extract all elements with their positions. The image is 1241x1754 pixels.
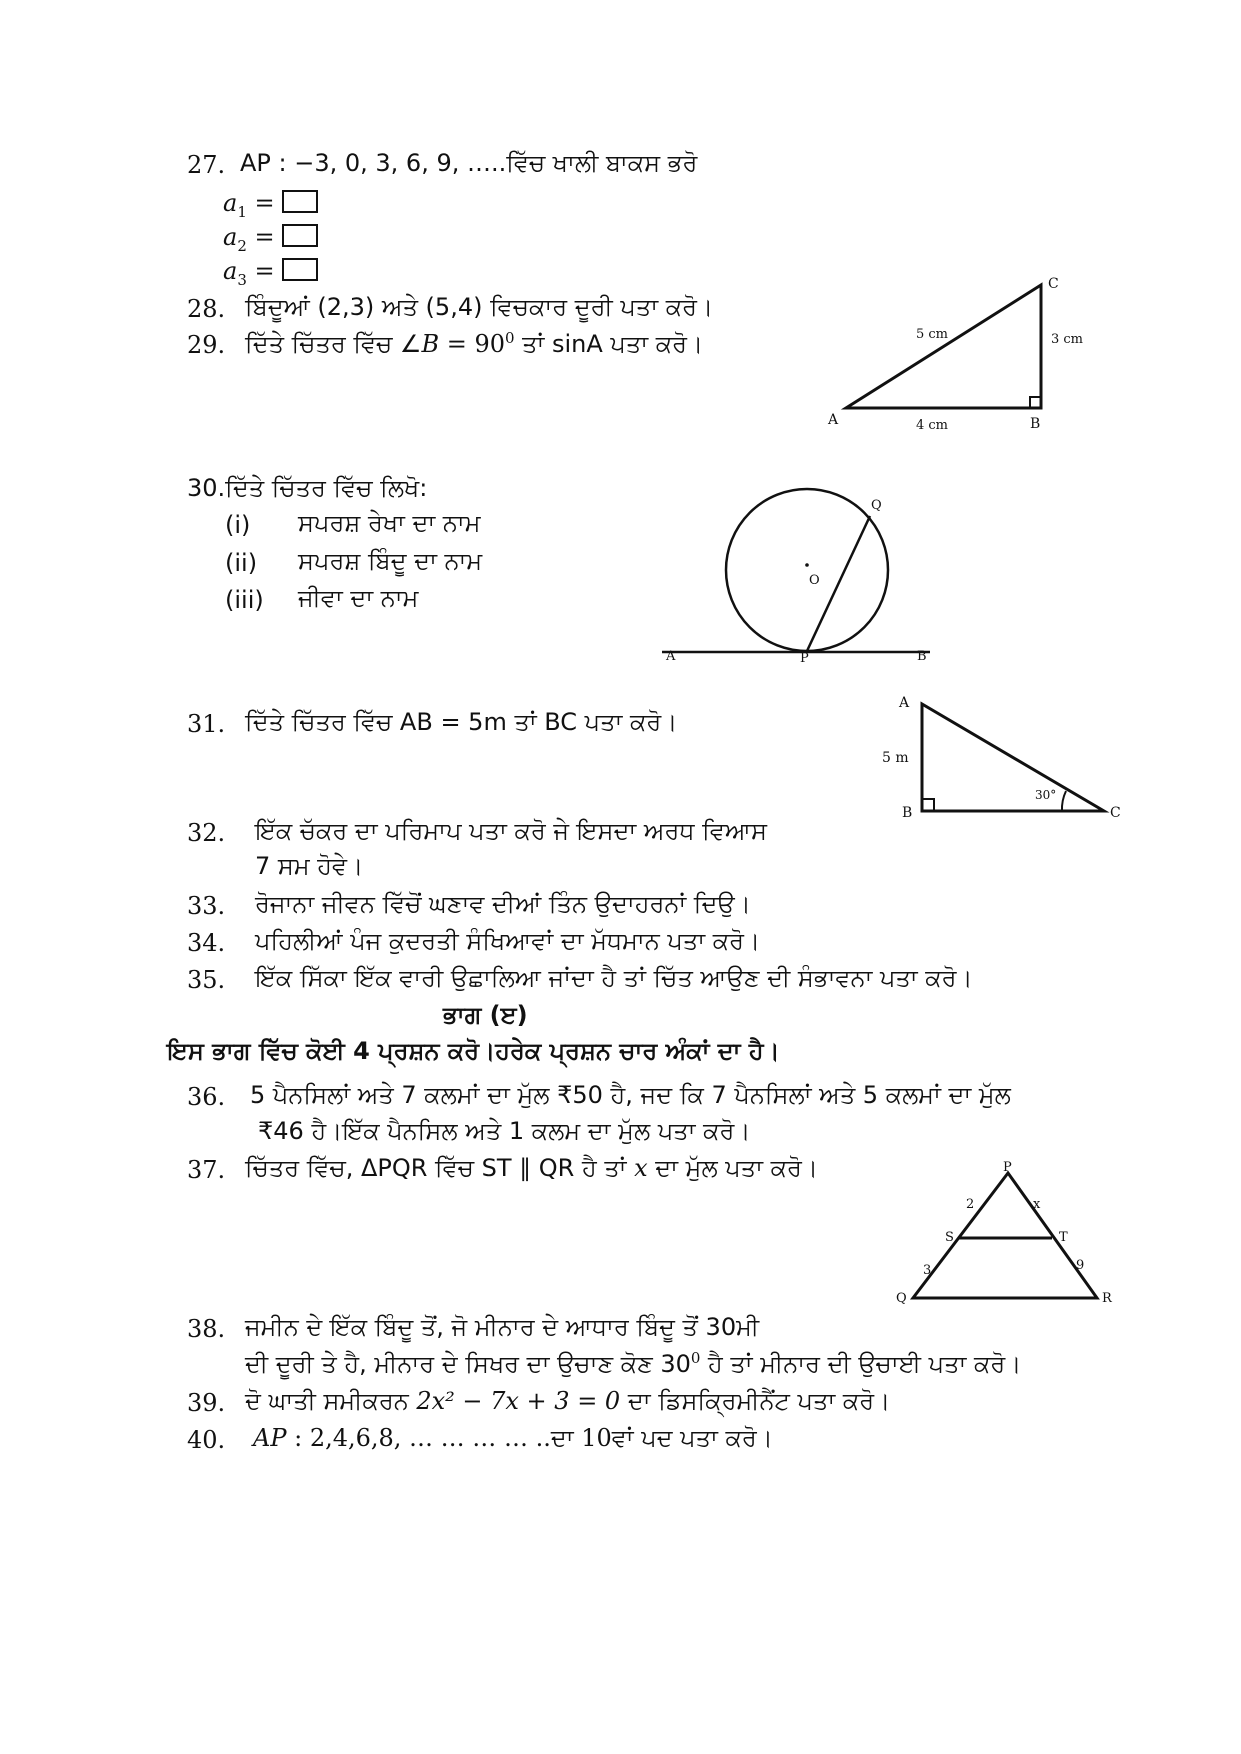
q37-text-b: ਦਾ ਮੁੱਲ ਪਤਾ ਕਰੋ। [647,1154,819,1182]
q38-line2-a: ਦੀ ਦੂਰੀ ਤੇ ਹੈ, ਮੀਨਾਰ ਦੇ ਸਿਖਰ ਦਾ ਉਚਾਣ ਕੋਣ 30 [245,1350,691,1378]
q27-var: a [223,257,238,285]
q37-label-tr: 9 [1076,1258,1085,1273]
q32-line2: 7 ਸਮ ਹੋਵੇ। [255,852,364,880]
q30-item-label: (iii) [225,586,264,614]
q40-text-a: : 2,4,6,8, … … … … ..ਦਾ 10ਵਾਂ ਪਦ ਪਤਾ ਕਰੋ। [286,1424,773,1452]
q31-label-angle: 30° [1035,788,1057,802]
q30-item-text: ਸਪਰਸ਼ ਬਿੰਦੂ ਦਾ ਨਾਮ [298,547,483,575]
q30-circle-figure [662,489,930,652]
q31-label-c: C [1110,805,1121,821]
q30-item-label: (ii) [225,549,258,577]
q37-label-s: S [945,1230,954,1245]
q29-text-a: ਦਿੱਤੇ ਚਿੱਤਰ ਵਿੱਚ ∠ [245,330,422,358]
q29-label-a: A [828,412,839,428]
q27-var: a [223,223,238,251]
q35-number: 35. [187,966,226,994]
q29-text-d: ਤਾਂ sinA ਪਤਾ ਕਰੋ। [514,330,704,358]
q39-text-a: ਦੋ ਘਾਤੀ ਸਮੀਕਰਨ [245,1387,417,1415]
q29-number: 29. [187,331,226,359]
q34-number: 34. [187,929,226,957]
q31-label-ab: 5 m [882,750,909,766]
q36-line1: 5 ਪੈਨਸਿਲਾਂ ਅਤੇ 7 ਕਲਮਾਂ ਦਾ ਮੁੱਲ ₹50 ਹੈ, ਜਦ ਕਿ 7 ਪੈਨਸਿਲਾਂ ਅਤੇ 5 ਕਲਮਾਂ ਦਾ ਮੁੱਲ [250,1081,1011,1109]
q27-sub: 3 [237,270,247,289]
q37-var-x: x [634,1154,648,1182]
q37-label-sq: 3 [923,1263,932,1278]
q31-triangle-figure [922,704,1104,811]
q31-right-angle-mark [922,799,934,811]
q31-label-b: B [902,805,913,821]
q32-line1: ਇੱਕ ਚੱਕਰ ਦਾ ਪਰਿਮਾਪ ਪਤਾ ਕਰੋ ਜੇ ਇਸਦਾ ਅਰਧ ਵਿਆਸ [255,817,767,845]
q29-triangle-figure [846,285,1041,408]
q27-var: a [223,189,238,217]
section-instruction: ਇਸ ਭਾਗ ਵਿੱਚ ਕੋਈ 4 ਪ੍ਰਸ਼ਨ ਕਰੋ।ਹਰੇਕ ਪ੍ਰਸ਼ਨ ਚਾਰ ਅੰਕਾਂ ਦਾ ਹੈ। [167,1037,780,1065]
q30-label-o: O [809,573,820,588]
q34-text: ਪਹਿਲੀਆਂ ਪੰਜ ਕੁਦਰਤੀ ਸੰਖਿਆਵਾਂ ਦਾ ਮੱਧਮਾਨ ਪਤਾ ਕਰੋ। [255,927,761,955]
q35-text: ਇੱਕ ਸਿੱਕਾ ਇੱਕ ਵਾਰੀ ਉਛਾਲਿਆ ਜਾਂਦਾ ਹੈ ਤਾਂ ਚਿੱਤ ਆਉਣ ਦੀ ਸੰਭਾਵਨਾ ਪਤਾ ਕਰੋ। [255,964,973,992]
q37-text-a: ਚਿੱਤਰ ਵਿੱਚ, ΔPQR ਵਿੱਚ ST ∥ QR ਹੈ ਤਾਂ [245,1154,635,1182]
q37-triangle [913,1173,1097,1298]
q31-triangle [922,704,1104,811]
q27-eq: = [254,257,275,285]
q40-ap: AP [253,1424,287,1452]
q40-number: 40. [187,1426,226,1454]
q28-text: ਬਿੰਦੂਆਂ (2,3) ਅਤੇ (5,4) ਵਿਚਕਾਰ ਦੂਰੀ ਪਤਾ ਕਰੋ। [245,293,714,321]
q29-sup: 0 [505,329,515,347]
q37-label-pt: x [1033,1197,1041,1212]
q29-label-ac: 5 cm [916,327,949,342]
q29-label-b: B [1030,416,1041,432]
q30-label-b: B [917,649,927,664]
q37-number: 37. [187,1156,226,1184]
q37-label-q: Q [896,1291,907,1306]
q33-text: ਰੋਜਾਨਾ ਜੀਵਨ ਵਿੱਚੋਂ ਘਣਾਵ ਦੀਆਂ ਤਿੰਨ ਉਦਾਹਰਨਾਂ ਦਿਉ। [255,890,751,918]
q29-label-c: C [1048,276,1059,292]
q39-number: 39. [187,1389,226,1417]
q39-equation: 2x² − 7x + 3 = 0 [416,1387,621,1415]
q29-label-bc: 3 cm [1051,332,1084,347]
q28-number: 28. [187,295,226,323]
q37-label-t: T [1059,1230,1068,1245]
q29-label-ab: 4 cm [916,418,949,433]
q29-right-angle-mark [1030,397,1041,408]
q39-text-b: ਦਾ ਡਿਸਕ੍ਰਿਮੀਨੈਂਟ ਪਤਾ ਕਰੋ। [620,1387,891,1415]
q37-triangle-figure [913,1173,1097,1298]
q37-label-p: P [1003,1160,1012,1175]
q30-item-label: (i) [225,511,251,539]
q30-item-text: ਸਪਰਸ਼ ਰੇਖਾ ਦਾ ਨਾਮ [298,509,481,537]
q30-circle [726,489,888,651]
q30-heading: 30.ਦਿੱਤੇ ਚਿੱਤਰ ਵਿੱਚ ਲਿਖੋ: [187,474,428,502]
q27-text: AP : −3, 0, 3, 6, 9, …..ਵਿੱਚ ਖਾਲੀ ਬਾਕਸ ਭਰੋ [240,149,698,177]
q38-line2-b: ਹੈ ਤਾਂ ਮੀਨਾਰ ਦੀ ਉਚਾਈ ਪਤਾ ਕਰੋ। [700,1350,1022,1378]
q31-angle-arc [1062,791,1066,811]
q27-eq: = [254,189,275,217]
q33-number: 33. [187,892,226,920]
q30-center-dot [805,563,809,567]
q31-text: ਦਿੱਤੇ ਚਿੱਤਰ ਵਿੱਚ AB = 5m ਤਾਂ BC ਪਤਾ ਕਰੋ। [245,708,678,736]
q30-label-a: A [666,649,676,664]
q37-label-r: R [1102,1291,1112,1306]
section-title: ਭਾਗ (ੲ) [443,1001,528,1029]
q31-number: 31. [187,710,226,738]
q32-number: 32. [187,819,226,847]
q38-sup: 0 [690,1349,701,1367]
q36-number: 36. [187,1083,226,1111]
q27-eq: = [254,223,275,251]
q30-label-p: P [800,651,809,666]
q29-var-b: B [421,330,440,358]
q27-sub: 2 [237,236,247,255]
q31-label-a: A [899,695,910,711]
q30-item-text: ਜੀਵਾ ਦਾ ਨਾਮ [298,584,419,612]
q36-line2: ₹46 ਹੈ।ਇੱਕ ਪੈਨਸਿਲ ਅਤੇ 1 ਕਲਮ ਦਾ ਮੁੱਲ ਪਤਾ ਕਰੋ। [258,1117,751,1145]
q27-sub: 1 [237,202,247,221]
q29-triangle [846,285,1041,408]
q38-number: 38. [187,1315,226,1343]
q27-number: 27. [187,151,226,179]
q30-label-q: Q [871,498,882,513]
q38-line1: ਜਮੀਨ ਦੇ ਇੱਕ ਬਿੰਦੂ ਤੋਂ, ਜੋ ਮੀਨਾਰ ਦੇ ਆਧਾਰ ਬਿੰਦੂ ਤੋਂ 30ਮੀ [245,1313,760,1341]
q37-label-ps: 2 [966,1197,975,1212]
q29-text-c: = 90 [439,330,505,358]
